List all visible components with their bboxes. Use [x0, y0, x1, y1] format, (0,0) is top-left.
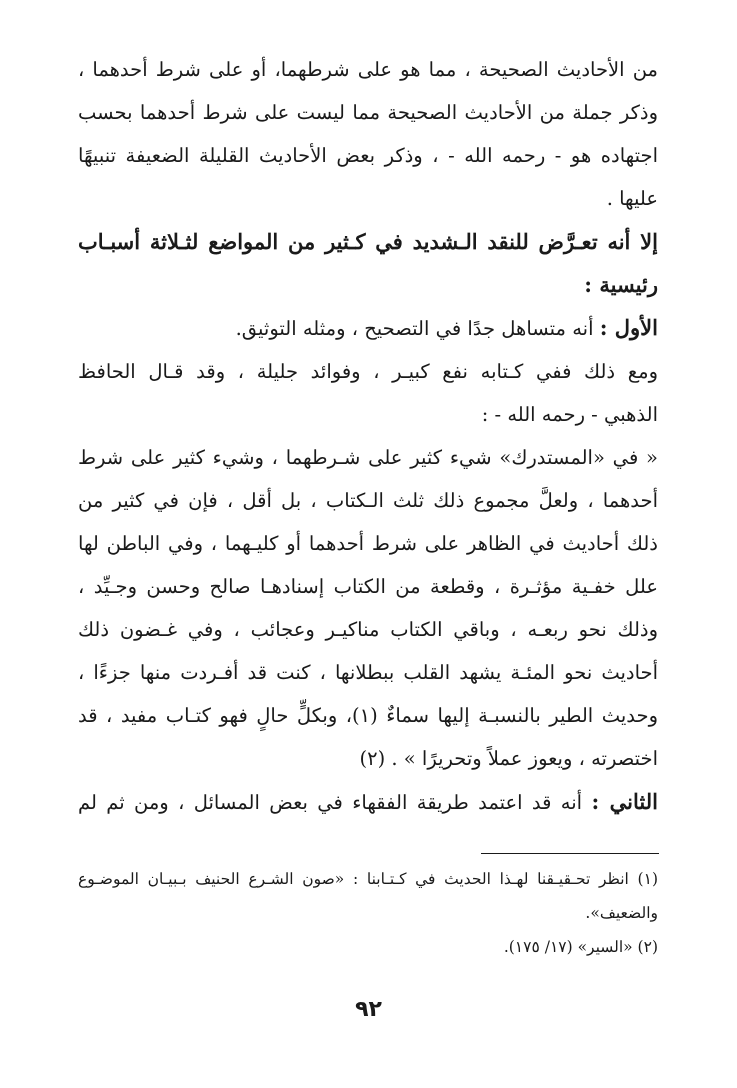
- quote-line: علل خفـية مؤثـرة ، وقطعة من الكتاب إسنادهـا صالح وحسن وجـيِّد ،: [78, 575, 658, 598]
- heading-line: رئيسية :: [584, 272, 658, 297]
- text-line: الذهبي - رحمه الله - :: [481, 403, 658, 426]
- quote-line: اختصرته ، ويعوز عملاً وتحريرًا » . (٢): [359, 747, 658, 770]
- text-line: ومع ذلك ففي كـتابه نفع كبيـر ، وفوائد جليلة ، وقد قـال الحافظ: [78, 360, 658, 383]
- section-heading: [78, 220, 658, 306]
- first-reason-label: الأول :: [599, 315, 658, 340]
- quote-line: ذلك أحاديث في الظاهر على شرط أحدهما أو كليـهما ، وفي الباطن لها: [78, 532, 658, 555]
- text-line: وذكر جملة من الأحاديث الصحيحة مما ليست على شرط أحدهما بحسب: [78, 101, 658, 124]
- footnote-divider: [481, 853, 659, 854]
- footnote-1: [78, 862, 658, 930]
- footnote-line: والضعيف».: [585, 904, 658, 922]
- heading-line: إلا أنه تعـرَّض للنقد الـشديد في كـثير من المواضع لثـلاثة أسبـاب: [78, 229, 658, 254]
- paragraph-dhahabi: [78, 350, 658, 436]
- paragraph-intro: [78, 48, 658, 220]
- quote-line: أحدهما ، ولعلَّ مجموع ذلك ثلث الـكتاب ، بل أقل ، فإن في كثير من: [78, 489, 658, 512]
- page-number: ٩٢: [355, 997, 382, 1022]
- page-body: [78, 48, 658, 824]
- text-line: عليها .: [606, 187, 658, 210]
- quote-line: وحديث الطير بالنسبـة إليها سماءٌ (١)، وبكلٍّ حالٍ فهو كتـاب مفيد ، قد: [78, 704, 658, 727]
- quote-line: « في «المستدرك» شيء كثير على شـرطهما ، وشيء كثير على شرط: [78, 446, 658, 469]
- paragraph-first-reason: [78, 306, 658, 350]
- second-reason-label: الثاني :: [591, 789, 658, 814]
- text-line: اجتهاده هو - رحمه الله - ، وذكر بعض الأحاديث القليلة الضعيفة تنبيهًا: [78, 144, 658, 167]
- text-line: [78, 780, 658, 824]
- quote-line: وذلك نحو ربعـه ، وباقي الكتاب مناكيـر وعجائب ، وفي غـضون ذلك: [78, 618, 658, 641]
- first-reason-text: أنه متساهل جدًا في التصحيح ، ومثله التوثيق.: [235, 317, 594, 340]
- text-line: من الأحاديث الصحيحة ، مما هو على شرطهما، أو على شرط أحدهما ،: [78, 58, 658, 81]
- quote-line: أحاديث نحو المئـة يشهد القلب ببطلانها ، كنت قد أفـردت منها جزءًا ،: [78, 661, 658, 684]
- footnotes: [78, 862, 658, 964]
- footnote-2: [78, 930, 658, 964]
- text-line: [78, 306, 658, 350]
- footnote-line: (٢) «السير» (١٧/ ١٧٥).: [503, 938, 658, 956]
- second-reason-text: أنه قد اعتمد طريقة الفقهاء في بعض المسائل ، ومن ثم لم: [78, 791, 583, 814]
- footnote-line: (١) انظر تحـقيـقنا لهـذا الحديث في كـتـابنا : «صون الشـرع الحنيف بـبيـان الموضـوع: [78, 870, 658, 888]
- paragraph-second-reason: [78, 780, 658, 824]
- quotation: [78, 436, 658, 780]
